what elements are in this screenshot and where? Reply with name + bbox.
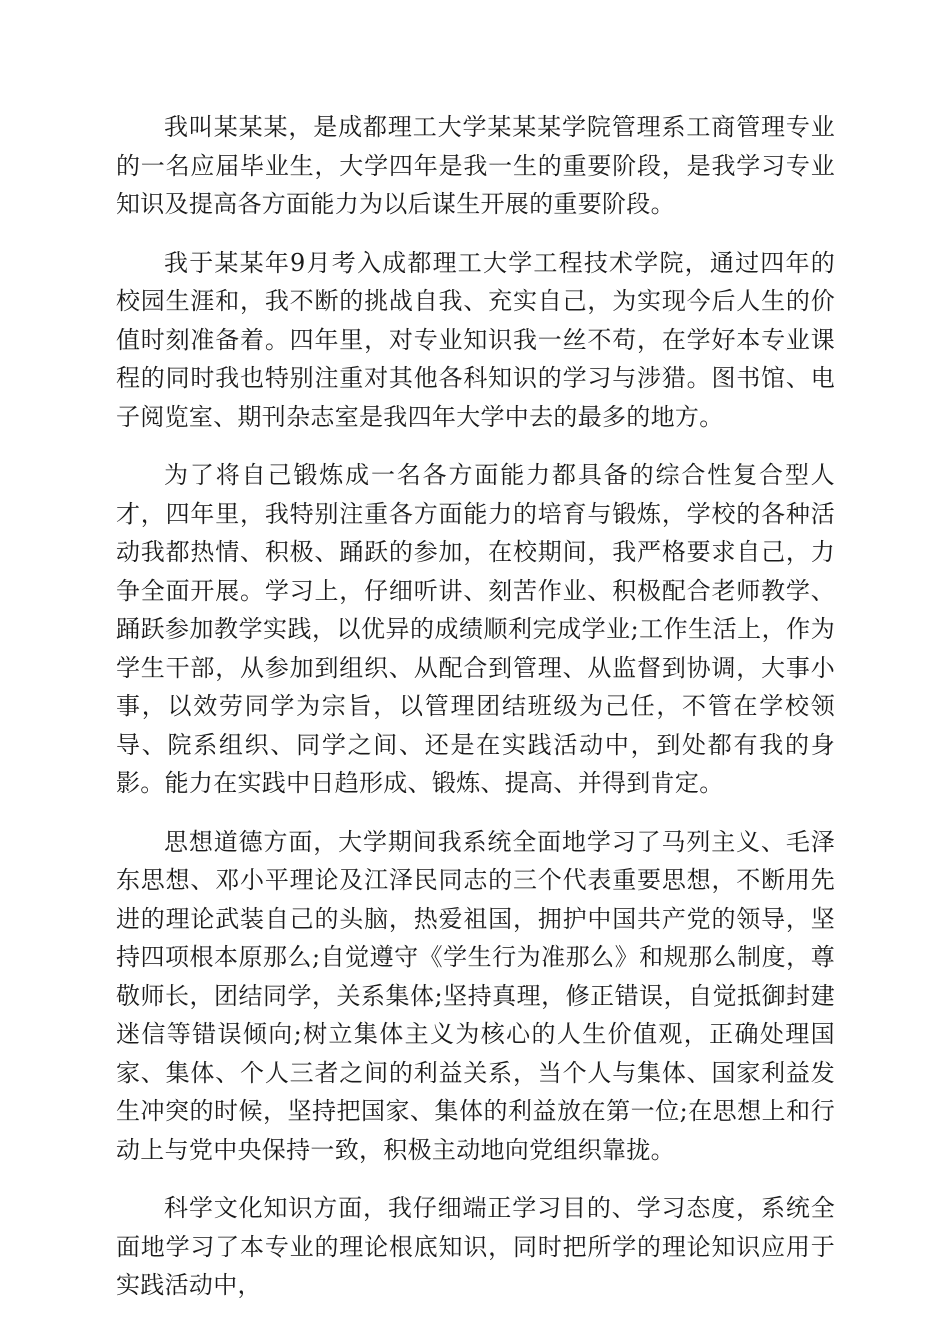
paragraph-introduction: 我叫某某某，是成都理工大学某某某学院管理系工商管理专业的一名应届毕业生，大学四年是我一生的重要阶段，是我学习专业知识及提高各方面能力为以后谋生开展的重要阶段。 — [116, 113, 835, 218]
paragraph-ability-training: 为了将自己锻炼成一名各方面能力都具备的综合性复合型人才，四年里，我特别注重各方面能力的培育与锻炼，学校的各种活动我都热情、积极、踊跃的参加，在校期间，我严格要求自己，力争全面开展。学习上，仔细听讲、刻苦作业、积极配合老师教学、踊跃参加教学实践，以优异的成绩顺利完成学业;工作生活上，作为学生干部，从参加到组织、从配合到管理、从监督到协调，大事小事，以效劳同学为宗旨，以管理团结班级为己任，不管在学校领导、院系组织、同学之间、还是在实践活动中，到处都有我的身影。能力在实践中日趋形成、锻炼、提高、并得到肯定。 — [116, 461, 835, 797]
paragraph-moral-thought: 思想道德方面，大学期间我系统全面地学习了马列主义、毛泽东思想、邓小平理论及江泽民同志的三个代表重要思想，不断用先进的理论武装自己的头脑，热爱祖国，拥护中国共产党的领导，坚持四项根本原那么;自觉遵守《学生行为准那么》和规那么制度，尊敬师长，团结同学，关系集体;坚持真理，修正错误，自觉抵御封建迷信等错误倾向;树立集体主义为核心的人生价值观，正确处理国家、集体、个人三者之间的利益关系，当个人与集体、国家利益发生冲突的时候，坚持把国家、集体的利益放在第一位;在思想上和行动上与党中央保持一致，积极主动地向党组织靠拢。 — [116, 827, 835, 1164]
document-body — [116, 108, 835, 1325]
paragraph-university-life: 我于某某年9月考入成都理工大学工程技术学院，通过四年的校园生涯和，我不断的挑战自我、充实自己，为实现今后人生的价值时刻准备着。四年里，对专业知识我一丝不苟，在学好本专业课程的同时我也特别注重对其他各科知识的学习与涉猎。图书馆、电子阅览室、期刊杂志室是我四年大学中去的最多的地方。 — [116, 248, 835, 431]
paragraph-scientific-knowledge: 科学文化知识方面，我仔细端正学习目的、学习态度，系统全面地学习了本专业的理论根底知识，同时把所学的理论知识应用于实践活动中， — [116, 1194, 835, 1299]
